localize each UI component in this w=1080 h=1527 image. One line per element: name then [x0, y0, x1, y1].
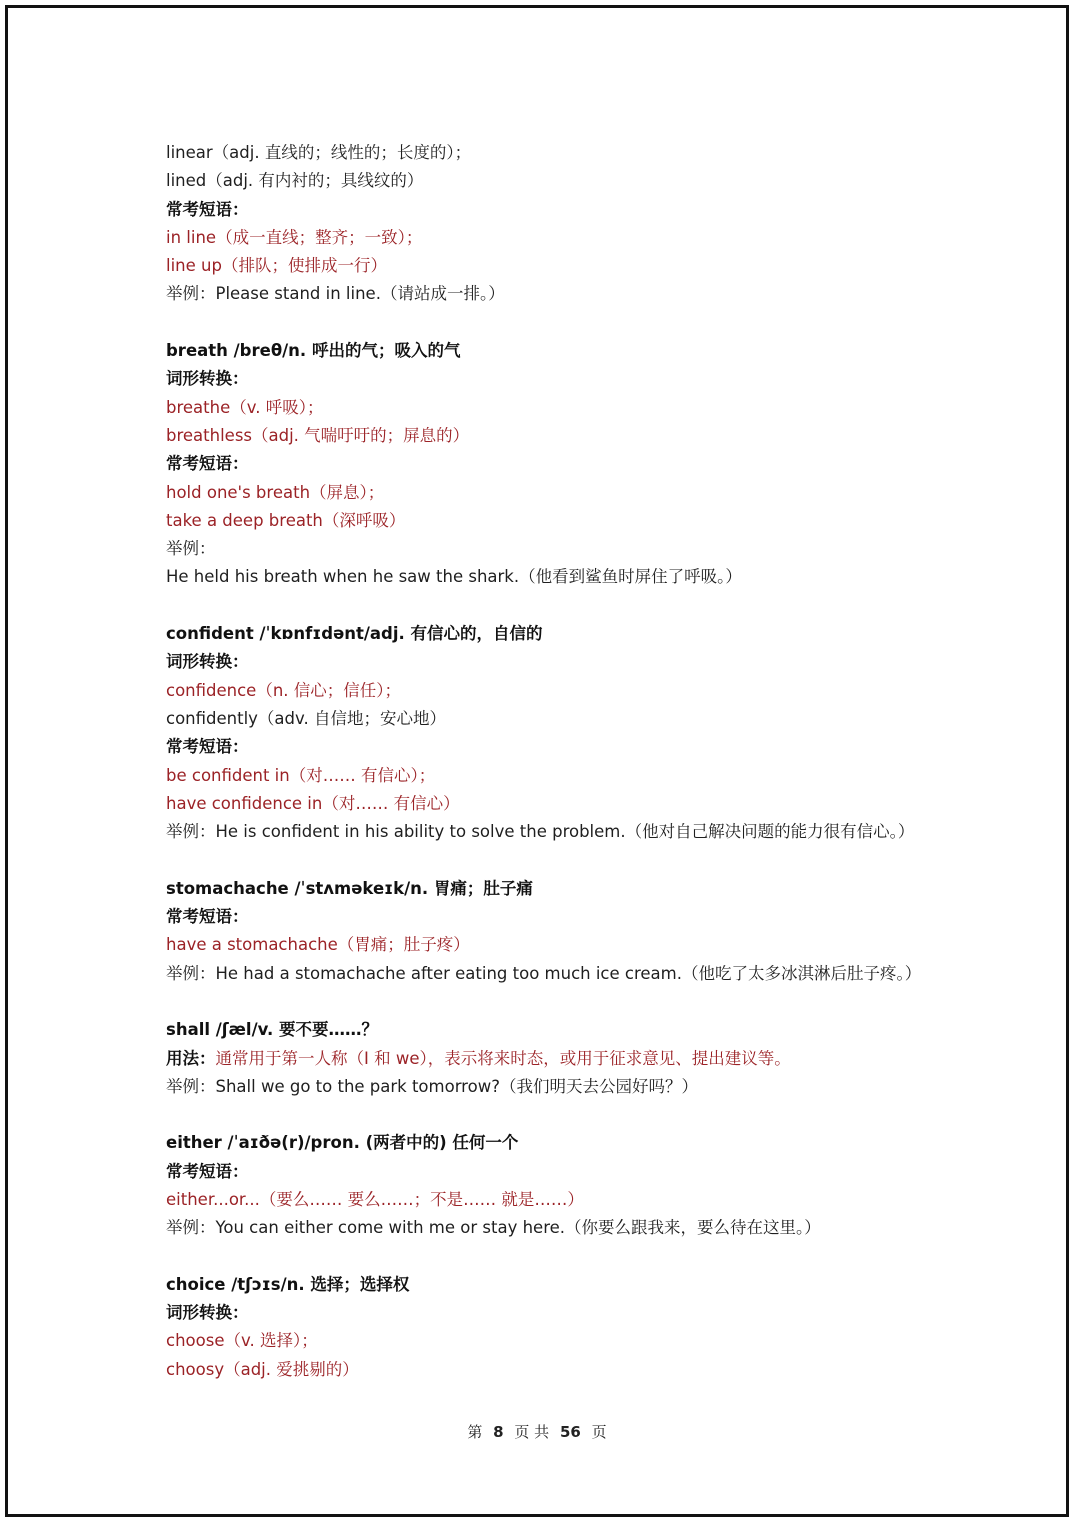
usage-label: 用法：: [166, 1048, 216, 1068]
heading-line: 词形转换：: [166, 1303, 249, 1323]
heading-line: 常考短语：: [166, 199, 249, 219]
heading-line: 词形转换：: [166, 369, 249, 389]
highlight-line: have a stomachache（胃痛；肚子疼）: [166, 935, 470, 955]
text-line: 举例：He had a stomachache after eating too much ice cream.（他吃了太多冰淇淋后肚子疼。）: [166, 963, 922, 983]
footer-prefix: 第: [467, 1423, 483, 1441]
entry-spacer: [166, 988, 956, 1016]
highlight-line: choose（v. 选择）；: [166, 1331, 318, 1351]
footer-middle: 页 共: [514, 1423, 550, 1441]
document-page: [5, 5, 1069, 1517]
text-line: 举例：Please stand in line.（请站成一排。）: [166, 284, 505, 304]
usage-text: 通常用于第一人称（I 和 we），表示将来时态，或用于征求意见、提出建议等。: [215, 1048, 791, 1068]
footer-suffix: 页: [591, 1423, 607, 1441]
footer-total-pages: 56: [559, 1423, 581, 1441]
highlight-line: breathless（adj. 气喘吁吁的；屏息的）: [166, 425, 470, 445]
heading-line: shall /ʃæl/v. 要不要……？: [166, 1020, 379, 1040]
highlight-line: take a deep breath（深呼吸）: [166, 510, 406, 530]
text-line: 举例：You can either come with me or stay here.（你要么跟我来，要么待在这里。）: [166, 1218, 821, 1238]
heading-line: 常考短语：: [166, 907, 249, 927]
heading-line: confident /ˈkɒnfɪdənt/adj. 有信心的，自信的: [166, 624, 543, 644]
page-footer: [8, 1421, 1066, 1442]
heading-line: breath /breθ/n. 呼出的气；吸入的气: [166, 341, 461, 361]
heading-line: 常考短语：: [166, 737, 249, 757]
vocabulary-content: [166, 139, 956, 1384]
footer-page-number: 8: [493, 1423, 504, 1441]
text-line: linear（adj. 直线的；线性的；长度的）；: [166, 143, 472, 162]
entry-spacer: [166, 309, 956, 337]
highlight-line: either...or...（要么…… 要么……；不是…… 就是……）: [166, 1189, 584, 1209]
highlight-line: in line（成一直线；整齐；一致）；: [166, 227, 423, 247]
entry-spacer: [166, 846, 956, 874]
heading-line: choice /tʃɔɪs/n. 选择；选择权: [166, 1274, 410, 1294]
heading-line: 词形转换：: [166, 652, 249, 672]
heading-line: stomachache /ˈstʌməkeɪk/n. 胃痛；肚子痛: [166, 878, 533, 898]
highlight-line: have confidence in（对…… 有信心）: [166, 793, 460, 813]
heading-line: 常考短语：: [166, 454, 249, 474]
entry-spacer: [166, 592, 956, 620]
text-line: 举例：Shall we go to the park tomorrow?（我们明天去公园好吗？）: [166, 1076, 698, 1096]
highlight-line: breathe（v. 呼吸）；: [166, 397, 324, 417]
highlight-line: be confident in（对…… 有信心）；: [166, 765, 436, 785]
highlight-line: line up（排队；使排成一行）: [166, 256, 387, 276]
highlight-line: confidence（n. 信心；信任）；: [166, 680, 402, 700]
entry-spacer: [166, 1243, 956, 1271]
text-line: 举例：: [166, 539, 216, 559]
usage-line: [166, 1045, 956, 1073]
heading-line: 常考短语：: [166, 1161, 249, 1181]
highlight-line: hold one's breath（屏息）；: [166, 482, 385, 502]
highlight-line: choosy（adj. 爱挑剔的）: [166, 1359, 359, 1379]
entry-spacer: [166, 1101, 956, 1129]
heading-line: either /ˈaɪðə(r)/pron. (两者中的) 任何一个: [166, 1133, 519, 1153]
text-line: 举例：He is confident in his ability to solve the problem.（他对自己解决问题的能力很有信心。）: [166, 822, 915, 842]
text-line: He held his breath when he saw the shark.（他看到鲨鱼时屏住了呼吸。）: [166, 567, 742, 587]
text-line: confidently（adv. 自信地；安心地）: [166, 708, 446, 728]
text-line: lined（adj. 有内衬的；具线纹的）: [166, 171, 424, 191]
